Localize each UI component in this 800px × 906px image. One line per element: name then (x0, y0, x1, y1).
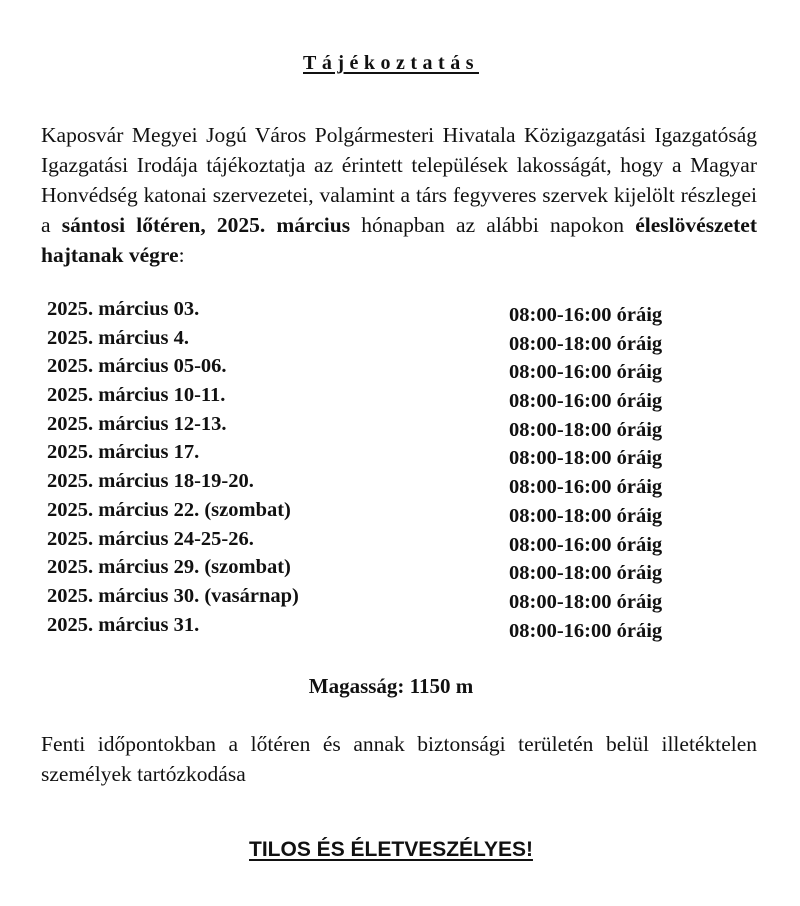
schedule-time: 08:00-18:00 óráig (509, 562, 663, 585)
schedule-date: 2025. március 18-19-20. (47, 470, 254, 493)
schedule-row (47, 298, 707, 327)
schedule-row (47, 413, 707, 442)
schedule-row (47, 614, 707, 643)
schedule-date: 2025. március 10-11. (47, 384, 226, 407)
intro-bold-activity: éleslövészetet hajtanak végre (41, 213, 758, 267)
schedule-time: 08:00-18:00 óráig (509, 447, 663, 470)
schedule-date: 2025. március 05-06. (47, 355, 227, 378)
intro-text-3: : (178, 243, 185, 267)
schedule-row (47, 499, 707, 528)
schedule-time: 08:00-16:00 óráig (509, 390, 663, 413)
schedule-date: 2025. március 22. (szombat) (47, 498, 291, 521)
schedule-row (47, 355, 707, 384)
intro-bold-location: sántosi lőtéren, 2025. március (61, 213, 351, 237)
schedule-date: 2025. március 31. (47, 613, 200, 636)
schedule-date: 2025. március 29. (szombat) (47, 556, 291, 579)
schedule-row (47, 384, 707, 413)
schedule-time: 08:00-16:00 óráig (509, 304, 663, 326)
closing-paragraph: Fenti időpontokban a lőtéren és annak biztonsági területén belül illetéktelen személyek tartózkodása (41, 732, 757, 786)
schedule-date: 2025. március 12-13. (47, 412, 227, 435)
schedule-time: 08:00-18:00 óráig (509, 418, 663, 441)
schedule-date: 2025. március 30. (vasárnap) (47, 584, 299, 607)
schedule-row (47, 470, 707, 499)
schedule-time: 08:00-18:00 óráig (509, 332, 663, 355)
schedule-row (47, 441, 707, 470)
altitude-line: Magasság: 1150 m (308, 674, 474, 698)
schedule-time: 08:00-16:00 óráig (509, 619, 663, 642)
schedule-row (47, 556, 707, 585)
schedule-date: 2025. március 17. (47, 441, 200, 464)
intro-text-2: hónapban az alábbi napokon (350, 213, 636, 237)
schedule-time: 08:00-16:00 óráig (509, 361, 663, 384)
document-title: Tájékoztatás (303, 52, 479, 74)
schedule-date: 2025. március 03. (47, 298, 200, 320)
schedule-list (47, 298, 707, 642)
schedule-row (47, 528, 707, 557)
schedule-row (47, 585, 707, 614)
schedule-date: 2025. március 24-25-26. (47, 527, 254, 550)
schedule-row (47, 327, 707, 356)
warning-heading: TILOS ÉS ÉLETVESZÉLYES! (249, 838, 533, 861)
intro-text-1: Kaposvár Megyei Jogú Város Polgármesteri Hivatala Közigazgatási Igazgatóság Igazgatási Irodája tájékoztatja az érintett települések lakosságát, hogy a Magyar Honvédség katonai szervezetei, valamint a társ fegyveres szervek kijelölt részlegei a (41, 123, 757, 237)
intro-paragraph (41, 120, 757, 270)
schedule-time: 08:00-18:00 óráig (509, 590, 663, 613)
schedule-time: 08:00-18:00 óráig (509, 504, 663, 527)
schedule-date: 2025. március 4. (47, 326, 189, 349)
schedule-time: 08:00-16:00 óráig (509, 533, 663, 556)
schedule-time: 08:00-16:00 óráig (509, 476, 663, 499)
